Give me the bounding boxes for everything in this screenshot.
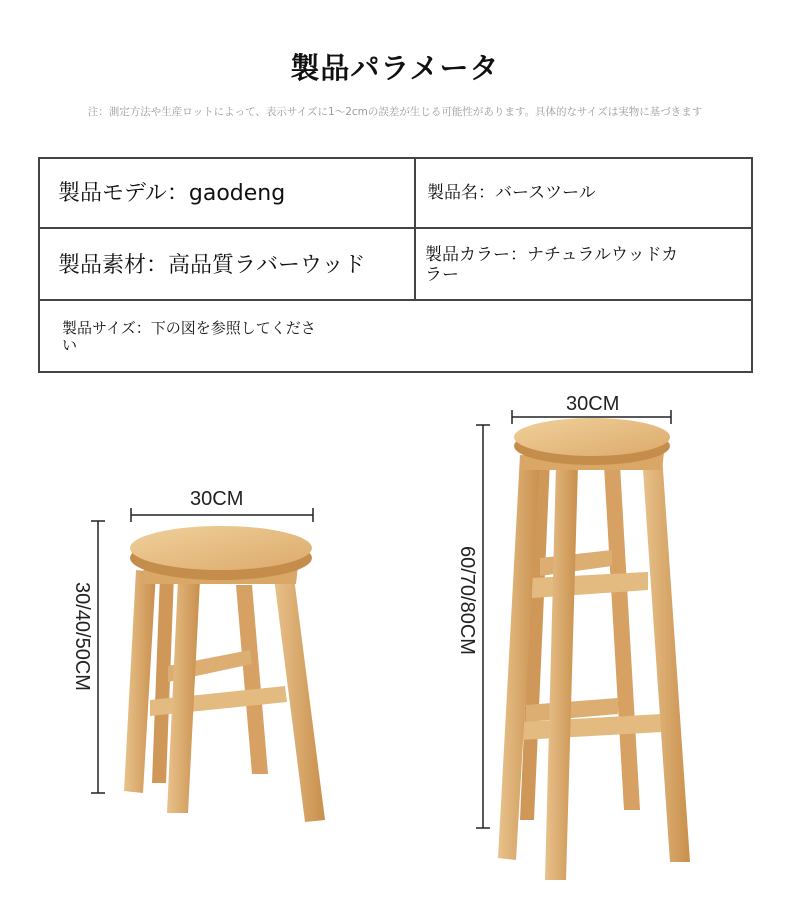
short-stool (124, 526, 325, 822)
spec-model: 製品モデル：gaodeng (58, 181, 286, 207)
spec-color: 製品カラー：ナチュラルウッドカラー (425, 245, 679, 285)
short-stool-height-label: 30/40/50CM (71, 582, 93, 691)
tall-stool-width-label: 30CM (566, 393, 620, 415)
spec-material: 製品素材：高品質ラバーウッド (58, 253, 366, 279)
tall-stool-height-label: 60/70/80CM (456, 546, 478, 655)
tall-stool-height-line (476, 425, 490, 828)
short-stool-width-label: 30CM (190, 488, 244, 510)
page-title: 製品パラメータ (290, 51, 500, 85)
measurement-note: 注：測定方法や生産ロットによって、表示サイズに1〜2cmの誤差が生じる可能性があります。具体的なサイズは実物に基づきます (87, 106, 703, 118)
spec-size: 製品サイズ：下の図を参照してください (62, 318, 316, 354)
spec-name: 製品名：バースツール (427, 183, 596, 204)
short-stool-height-line (91, 521, 105, 793)
tall-stool (498, 418, 690, 880)
